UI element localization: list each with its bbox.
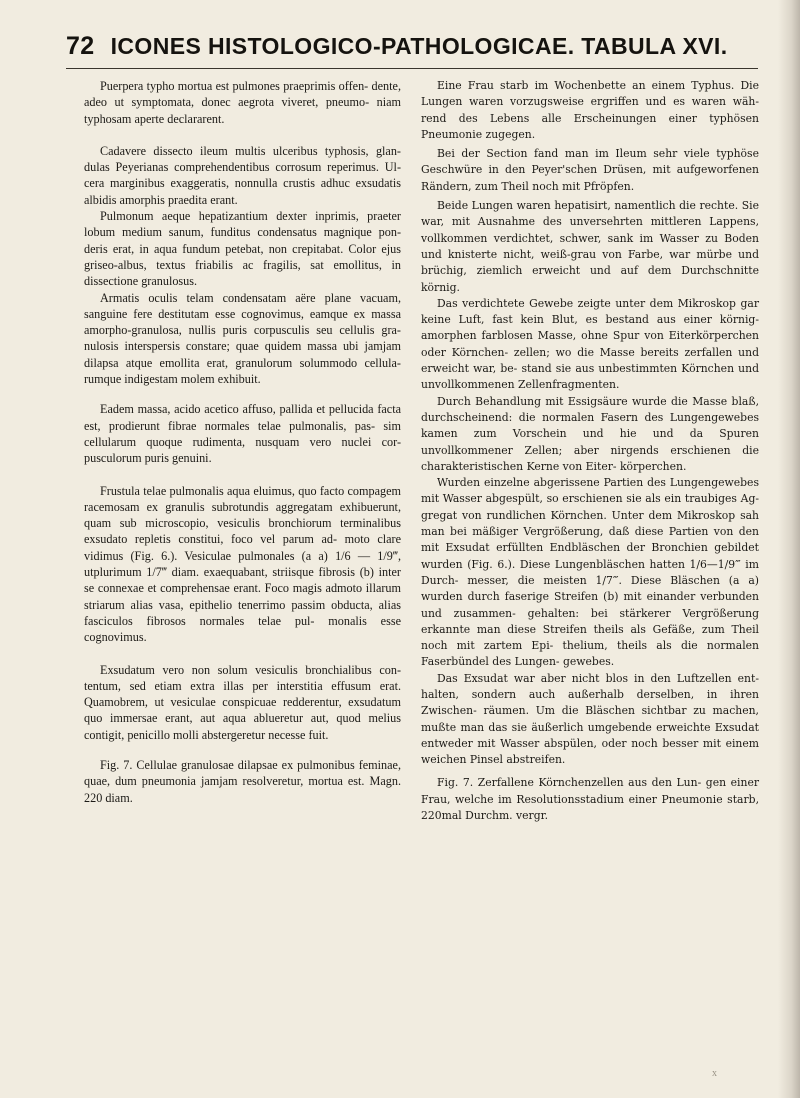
german-paragraph: Durch Behandlung mit Essigsäure wurde die Masse blaß, durchscheinend: die normalen Fasern des Lungengewebes kamen zum Vorschein und hie und da Spuren unvollkommener Zellen; aber nirgends erschienen die charakteristischen Kerne von Eiter- körperchen. (421, 394, 759, 473)
page-edge-shadow (778, 0, 800, 1098)
latin-paragraph: Exsudatum vero non solum vesiculis bronchialibus con- tentum, sed etiam extra illas per interstitia effusum erat. Quamobrem, ut vesiculae conspicuae redderentur, exsudatum quo immersae erant, aut aqua ablueretur aut, quod melius contigit, penicillo molli abstergeretur necesse fuit. (84, 662, 401, 742)
german-paragraph: Beide Lungen waren hepatisirt, namentlich die rechte. Sie war, mit Ausnahme des unversehrten mittleren Lappens, vollkommen verdichtet, schwer, sank im Wasser zu Boden und knisterte nicht, weiß-grau von Farbe, war mürbe und brüchig, ziemlich erweicht und auf dem Durchschnitte körnig. (421, 199, 759, 294)
german-paragraph: Bei der Section fand man im Ileum sehr viele typhöse Geschwüre in den Peyer'schen Drüsen, mit aufgeworfenen Rändern, zum Theil noch mit Pfröpfen. (421, 147, 759, 193)
running-title: ICONES HISTOLOGICO-PATHOLOGICAE. TABULA XVI. (110, 33, 728, 59)
latin-paragraph: Frustula telae pulmonalis aqua eluimus, quo facto compagem racemosam ex granulis subrotundis aggregatam exhibuerunt, quam sub microscopio, vesiculis bronchiorum terminalibus exsudato repletis constitui, foco vel parum ad- moto clare vidimus (Fig. 6.). Vesiculae pulmonales (a a) 1/6 — 1/9‴, utplurimum 1/7‴ diam. exaequabant, striisque fibrosis (b) inter se connexae et comprehensae erant. Foco magis admoto illarum striarum alias vasa, epithelio tenerrimo passim obducta, alias fasciculos fibrosos normales telae pul- monalis esse cognovimus. (84, 483, 401, 645)
latin-paragraph: Eadem massa, acido acetico affuso, pallida et pellucida facta est, prodierunt fibrae normales telae pulmonalis, pas- sim cellularum quoque rudimenta, nusquam vero nuclei cor- pusculorum puris genuini. (84, 402, 401, 466)
german-figure-caption: Fig. 7. Zerfallene Körnchenzellen aus den Lun- gen einer Frau, welche im Resolutionsstadium einer Pneumonie starb, 220mal Durchm. vergr. (421, 776, 759, 823)
german-paragraph: Das verdichtete Gewebe zeigte unter dem Mikroskop gar keine Luft, fast kein Blut, es bestand aus einer körnig-amorphen farblosen Masse, ohne Spur von Eiterkörperchen oder Körnchen- zellen; wo die Masse bereits zerfallen und erweicht war, be- stand sie aus unbestimmten Körnchen und unvollkommenen Zellenfragmenten. (421, 296, 759, 392)
latin-paragraph: Puerpera typho mortua est pulmones praeprimis offen- dente, adeo ut symptomata, donec aegrota viveret, pneumo- niam typhosam aperte declararent. (84, 79, 401, 126)
latin-paragraph: Armatis oculis telam condensatam aëre plane vacuam, sanguine fere destitutam esse cognovimus, eamque ex massa amorpho-granulosa, nullis puris corpusculis seu cellulis gra- nulosis interspersis constare; quae quidem massa ubi jamjam dilapsa atque emollita erat, granulorum solummodo cellula- rumque indigestam molem exhibuit. (84, 290, 401, 387)
latin-figure-caption: Fig. 7. Cellulae granulosae dilapsae ex pulmonibus feminae, quae, dum pneumonia jamjam resolveretur, mortua est. Magn. 220 diam. (84, 757, 401, 805)
german-paragraph: Wurden einzelne abgerissene Partien des Lungengewebes mit Wasser abgespült, so erschienen sie als ein traubiges Ag- gregat von rundlichen Körnchen. Unter dem Mikroskop sah man bei mäßiger Vergrößerung, daß diese Partien von den mit Exsudat erfüllten Endbläschen der Bronchien gebildet wurden (Fig. 6.). Diese Lungenbläschen hatten 1/6—1/9‴ im Durch- messer, die meisten 1/7‴. Diese Bläschen (a a) wurden durch faserige Streifen (b) mit einander verbunden und zusammen- gehalten: bei stärkerer Vergrößerung erkannte man diese Streifen theils als Gefäße, zum Theil noch mit zartem Epi- thelium, theils als die normalen Faserbündel des Lungen- gewebes. (421, 476, 759, 669)
page-number: 72 (66, 32, 95, 60)
latin-column (84, 78, 401, 806)
latin-paragraph: Cadavere dissecto ileum multis ulceribus typhosis, glan- dulas Peyerianas comprehendentibus corrosum reperimus. Ul- cera marginibus exaggeratis, nonnulla crustis adhuc exsudatis albidis amorphis praedita erant. (84, 143, 401, 207)
header-rule (66, 68, 758, 69)
latin-paragraph: Pulmonum aeque hepatizantium dexter inprimis, praeter lobum medium sanum, funditus condensatus magnique pon- deris erat, in aqua fundum petebat, non crepitabat. Color ejus griseo-albus, textus friabilis ac fragilis, sat emollitus, in dissectione granulosus. (84, 209, 401, 289)
footer-mark: x (712, 1068, 717, 1079)
german-paragraph: Das Exsudat war aber nicht blos in den Luftzellen ent- halten, sondern auch außerhalb derselben, in ihren Zwischen- räumen. Um die Bläschen sichtbar zu machen, mußte man das sie äußerlich umgebende erweichte Exsudat entweder mit Wasser abspülen, oder noch besser mit einem weichen Pinsel abstreifen. (421, 671, 759, 767)
german-paragraph: Eine Frau starb im Wochenbette an einem Typhus. Die Lungen waren vorzugsweise ergriffen und es waren wäh- rend des Lebens alle Erscheinungen einer typhösen Pneumonie zugegen. (421, 79, 759, 141)
page-header (66, 32, 756, 66)
german-column (421, 78, 759, 824)
